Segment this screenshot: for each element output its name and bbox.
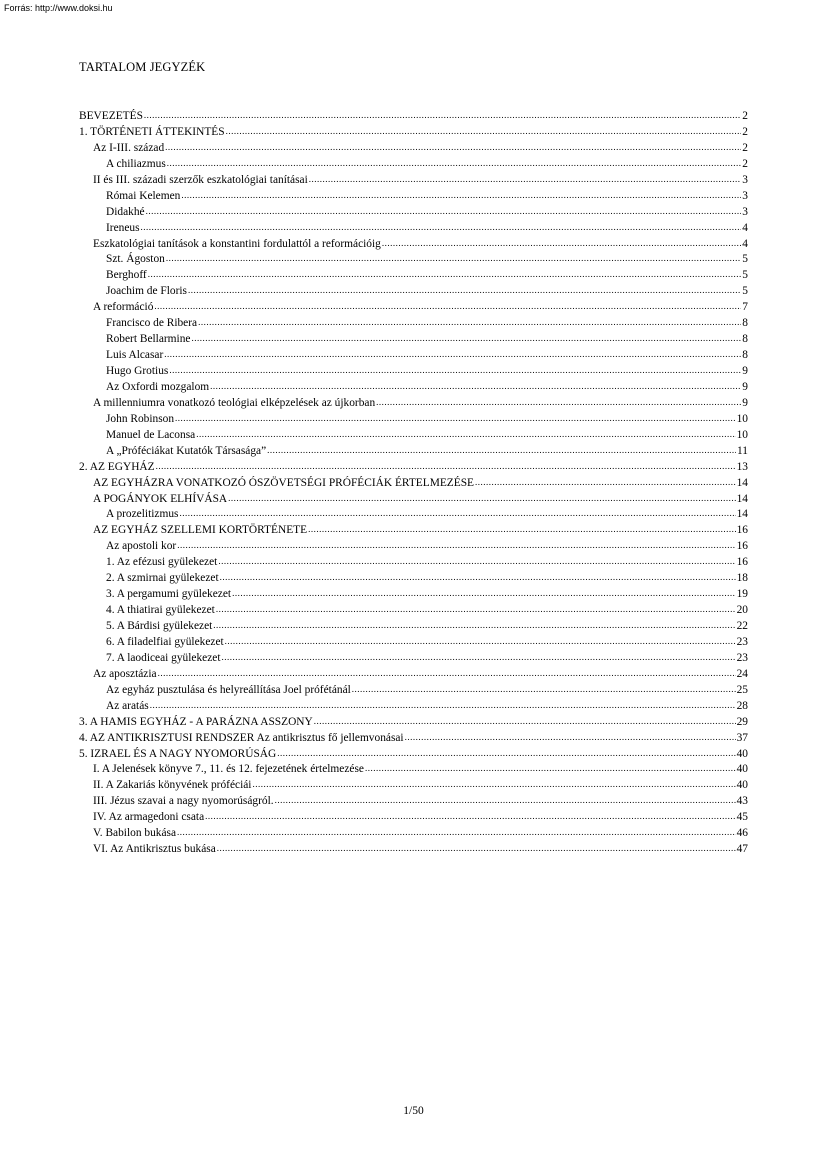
toc-entry-label: Joachim de Floris	[106, 285, 187, 298]
toc-entry[interactable]	[79, 460, 748, 476]
toc-entry-page: 40	[736, 747, 748, 760]
toc-dot-leader	[165, 141, 741, 156]
toc-entry-page: 2	[742, 157, 748, 170]
toc-dot-leader	[179, 507, 735, 522]
toc-dot-leader	[382, 237, 741, 252]
toc-entry-label: Az egyház pusztulása és helyreállítása Joel prófétánál	[106, 683, 351, 696]
toc-entry-page: 40	[736, 763, 748, 776]
toc-entry-label: John Robinson	[106, 412, 175, 425]
toc-entry-label: Szt. Ágoston	[106, 253, 165, 266]
toc-entry-label: Az Oxfordi mozgalom	[106, 380, 210, 393]
toc-dot-leader	[205, 810, 735, 825]
toc-entry-label: Manuel de Laconsa	[106, 428, 196, 441]
toc-entry-page: 2	[742, 110, 748, 122]
toc-dot-leader	[175, 412, 736, 427]
toc-entry[interactable]	[79, 587, 748, 603]
toc-entry-page: 47	[736, 843, 748, 856]
toc-entry-page: 16	[736, 556, 748, 569]
toc-entry-label: A „Próféciákat Kutatók Társasága”	[106, 444, 267, 457]
toc-dot-leader	[225, 635, 736, 650]
toc-entry-label: III. Jézus szavai a nagy nyomorúságról.	[93, 795, 274, 808]
toc-entry-page: 8	[742, 317, 748, 330]
toc-dot-leader	[314, 715, 736, 730]
toc-entry[interactable]	[79, 125, 748, 141]
toc-entry-label: A millenniumra vonatkozó teológiai elképzelések az újkorban	[93, 396, 376, 409]
toc-entry-page: 45	[736, 811, 748, 824]
toc-entry[interactable]	[79, 189, 748, 205]
toc-entry-page: 10	[736, 412, 748, 425]
toc-entry-page: 22	[736, 620, 748, 632]
page-title: TARTALOM JEGYZÉK	[79, 60, 206, 74]
toc-entry-label: Római Kelemen	[106, 189, 181, 202]
toc-entry[interactable]	[79, 141, 748, 157]
toc-entry[interactable]	[79, 794, 748, 810]
toc-entry-page: 9	[742, 396, 748, 409]
toc-entry[interactable]	[79, 284, 748, 300]
toc-entry[interactable]	[79, 810, 748, 826]
toc-entry[interactable]	[79, 173, 748, 189]
toc-entry-label: Luis Alcasar	[106, 349, 164, 362]
toc-entry-page: 5	[742, 269, 748, 282]
page-number: 1/50	[403, 1105, 424, 1117]
toc-dot-leader	[148, 268, 742, 283]
toc-dot-leader	[217, 842, 736, 857]
toc-entry-page: 9	[742, 380, 748, 393]
toc-dot-leader	[365, 762, 736, 777]
toc-entry[interactable]	[79, 205, 748, 221]
toc-dot-leader	[228, 492, 735, 507]
toc-entry[interactable]	[79, 348, 748, 364]
toc-entry[interactable]	[79, 492, 748, 508]
toc-dot-leader	[277, 747, 735, 762]
toc-entry-page: 4	[742, 221, 748, 234]
toc-entry-label: I. A Jelenések könyve 7., 11. és 12. fejezetének értelmezése	[93, 763, 364, 776]
toc-entry-label: 3. A HAMIS EGYHÁZ - A PARÁZNA ASSZONY	[79, 715, 313, 728]
toc-entry[interactable]	[79, 571, 748, 587]
toc-entry-page: 10	[736, 428, 748, 441]
toc-dot-leader	[226, 125, 742, 140]
toc-entry[interactable]	[79, 252, 748, 268]
toc-dot-leader	[309, 173, 742, 188]
toc-entry[interactable]	[79, 300, 748, 316]
toc-entry[interactable]	[79, 428, 748, 444]
toc-entry[interactable]	[79, 635, 748, 651]
toc-entry-label: 1. Az efézusi gyülekezet	[106, 556, 218, 569]
toc-entry-label: IV. Az armagedoni csata	[93, 811, 205, 824]
toc-dot-leader	[164, 348, 741, 363]
toc-dot-leader	[275, 794, 736, 809]
toc-entry-label: Az I-III. század	[93, 141, 165, 154]
toc-entry[interactable]	[79, 523, 748, 539]
toc-entry[interactable]	[79, 332, 748, 348]
toc-entry[interactable]	[79, 731, 748, 747]
toc-entry-page: 4	[742, 237, 748, 250]
toc-entry[interactable]	[79, 221, 748, 237]
toc-entry[interactable]	[79, 157, 748, 173]
toc-entry-page: 11	[737, 444, 748, 457]
toc-entry-label: 5. A Bárdisi gyülekezet	[106, 620, 213, 632]
toc-entry-label: Didakhé	[106, 205, 145, 218]
toc-entry-label: A reformáció	[93, 301, 154, 314]
toc-entry-label: A chiliazmus	[106, 157, 166, 170]
toc-entry-label: 2. A szmirnai gyülekezet	[106, 572, 219, 585]
toc-entry[interactable]	[79, 316, 748, 332]
toc-dot-leader	[308, 523, 736, 538]
toc-entry[interactable]	[79, 715, 748, 731]
toc-entry-page: 14	[736, 492, 748, 505]
toc-entry-label: Az apostoli kor	[106, 540, 177, 553]
toc-entry-page: 23	[736, 651, 748, 664]
toc-entry[interactable]	[79, 444, 748, 460]
toc-entry-page: 2	[742, 141, 748, 154]
toc-entry-page: 25	[736, 683, 748, 696]
toc-entry-page: 5	[742, 285, 748, 298]
toc-entry[interactable]	[79, 667, 748, 683]
toc-dot-leader	[220, 571, 736, 586]
toc-entry-label: Berghoff	[106, 269, 147, 282]
toc-dot-leader	[154, 300, 741, 315]
toc-dot-leader	[177, 539, 735, 554]
toc-entry-label: A POGÁNYOK ELHÍVÁSA	[93, 492, 228, 505]
toc-entry[interactable]	[79, 842, 748, 858]
toc-entry[interactable]	[79, 237, 748, 253]
toc-entry[interactable]	[79, 507, 748, 523]
toc-dot-leader	[475, 476, 736, 491]
toc-dot-leader	[146, 205, 742, 220]
toc-entry-page: 3	[742, 173, 748, 186]
toc-entry-page: 16	[736, 540, 748, 553]
toc-entry-page: 29	[736, 715, 748, 728]
toc-entry-label: 4. A thiatirai gyülekezet	[106, 604, 215, 617]
source-label: Forrás: http://www.doksi.hu	[4, 3, 113, 13]
toc-entry-label: 5. IZRAEL ÉS A NAGY NYOMORÚSÁG	[79, 747, 277, 760]
toc-entry-page: 28	[736, 699, 748, 712]
toc-entry-label: II és III. századi szerzők eszkatológiai tanításai	[93, 173, 308, 186]
toc-dot-leader	[191, 332, 741, 347]
toc-entry-page: 16	[736, 524, 748, 537]
toc-entry-label: 3. A pergamumi gyülekezet	[106, 588, 232, 601]
toc-dot-leader	[352, 683, 736, 698]
toc-dot-leader	[222, 651, 736, 666]
toc-entry-label: 7. A laodiceai gyülekezet	[106, 651, 221, 664]
toc-entry[interactable]	[79, 412, 748, 428]
toc-entry[interactable]	[79, 619, 748, 635]
toc-entry-page: 8	[742, 349, 748, 362]
toc-entry-label: Az aratás	[106, 699, 149, 712]
toc-entry[interactable]	[79, 555, 748, 571]
toc-entry[interactable]	[79, 699, 748, 715]
toc-entry[interactable]	[79, 683, 748, 699]
toc-entry-label: BEVEZETÉS	[79, 110, 143, 122]
toc-dot-leader	[177, 826, 736, 841]
toc-entry-label: Hugo Grotius	[106, 365, 169, 377]
toc-entry-page: 3	[742, 189, 748, 202]
toc-entry-label: Eszkatológiai tanítások a konstantini fordulattól a reformációig	[93, 237, 381, 250]
toc-entry-page: 18	[736, 572, 748, 585]
toc-entry-label: 2. AZ EGYHÁZ	[79, 460, 155, 473]
toc-entry-page: 20	[736, 604, 748, 617]
toc-entry-page: 3	[742, 205, 748, 218]
toc-dot-leader	[210, 380, 741, 395]
toc-entry-label: VI. Az Antikrisztus bukása	[93, 843, 216, 856]
toc-entry[interactable]	[79, 396, 748, 412]
toc-entry-label: 4. AZ ANTIKRISZTUSI RENDSZER Az antikrisztus fő jellemvonásai	[79, 731, 404, 744]
toc-dot-leader	[169, 364, 741, 379]
toc-dot-leader	[198, 316, 741, 331]
toc-dot-leader	[158, 667, 736, 682]
toc-entry-page: 46	[736, 827, 748, 840]
toc-entry-page: 8	[742, 333, 748, 346]
toc-dot-leader	[376, 396, 741, 411]
toc-entry[interactable]	[79, 826, 748, 842]
toc-entry[interactable]	[79, 380, 748, 396]
toc-entry[interactable]	[79, 603, 748, 619]
toc-entry-label: Ireneus	[106, 221, 140, 234]
toc-dot-leader	[167, 157, 742, 172]
toc-entry[interactable]	[79, 364, 748, 380]
toc-dot-leader	[216, 603, 736, 618]
toc-entry[interactable]	[79, 762, 748, 778]
toc-entry-page: 2	[742, 125, 748, 138]
toc-dot-leader	[156, 460, 736, 475]
toc-dot-leader	[166, 252, 741, 267]
toc-entry-page: 5	[742, 253, 748, 266]
toc-dot-leader	[218, 555, 735, 570]
toc-entry[interactable]	[79, 778, 748, 794]
table-of-contents	[79, 109, 748, 858]
toc-dot-leader	[252, 778, 735, 793]
toc-entry-page: 7	[742, 301, 748, 314]
toc-entry-page: 9	[742, 365, 748, 377]
toc-entry-label: AZ EGYHÁZRA VONATKOZÓ ÓSZÖVETSÉGI PRÓFÉCIÁK ÉRTELMEZÉSE	[93, 476, 474, 489]
toc-entry-page: 14	[736, 476, 748, 489]
toc-entry-page: 40	[736, 779, 748, 792]
toc-entry[interactable]	[79, 747, 748, 763]
toc-entry[interactable]	[79, 651, 748, 667]
toc-entry[interactable]	[79, 109, 748, 125]
toc-dot-leader	[144, 109, 741, 124]
toc-entry-label: AZ EGYHÁZ SZELLEMI KORTÖRTÉNETE	[93, 524, 308, 537]
toc-entry-label: 1. TÖRTÉNETI ÁTTEKINTÉS	[79, 125, 225, 138]
toc-dot-leader	[232, 587, 736, 602]
toc-dot-leader	[267, 444, 736, 459]
toc-entry-label: Robert Bellarmine	[106, 333, 191, 346]
toc-entry-label: 6. A filadelfiai gyülekezet	[106, 635, 224, 648]
toc-dot-leader	[141, 221, 742, 236]
toc-dot-leader	[181, 189, 741, 204]
toc-entry-label: II. A Zakariás könyvének próféciái	[93, 779, 252, 792]
toc-dot-leader	[196, 428, 735, 443]
toc-entry-page: 23	[736, 635, 748, 648]
toc-entry-label: Az aposztázia	[93, 667, 157, 680]
toc-entry-page: 43	[736, 795, 748, 808]
toc-entry-page: 24	[736, 667, 748, 680]
toc-dot-leader	[150, 699, 736, 714]
toc-entry-label: A prozelitizmus	[106, 508, 179, 521]
toc-entry[interactable]	[79, 268, 748, 284]
toc-entry[interactable]	[79, 476, 748, 492]
toc-dot-leader	[188, 284, 741, 299]
toc-dot-leader	[213, 619, 735, 634]
toc-entry-page: 19	[736, 588, 748, 601]
toc-entry-label: V. Babilon bukása	[93, 827, 176, 840]
toc-dot-leader	[405, 731, 736, 746]
toc-entry-label: Francisco de Ribera	[106, 317, 198, 330]
toc-entry-page: 13	[736, 460, 748, 473]
toc-entry-page: 14	[736, 508, 748, 521]
toc-entry[interactable]	[79, 539, 748, 555]
toc-entry-page: 37	[736, 731, 748, 744]
